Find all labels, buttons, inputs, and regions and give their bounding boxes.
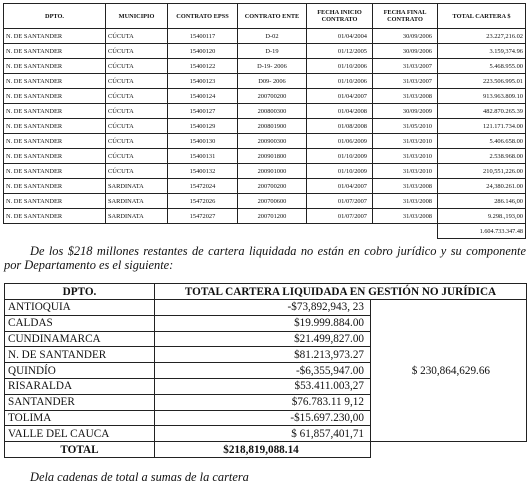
total-cartera-cell: 286.146,00	[438, 194, 526, 209]
fecha-final-cell: 31/03/2010	[373, 164, 438, 179]
dpto-cell: N. DE SANTANDER	[4, 29, 106, 44]
fecha-final-cell: 31/03/2008	[373, 89, 438, 104]
table-row	[4, 209, 526, 224]
department-name: RISARALDA	[5, 378, 155, 394]
fecha-final-cell: 30/09/2006	[373, 29, 438, 44]
merged-total-value: $ 230,864,629.66	[371, 300, 527, 442]
fecha-final-cell: 31/05/2010	[373, 119, 438, 134]
contrato-epss-cell: 15472024	[168, 179, 238, 194]
footer-cut-text: Dela cadenas de total a sumas de la cartera	[30, 470, 249, 484]
contrato-ente-cell: 200901000	[238, 164, 307, 179]
blank-cell	[238, 224, 307, 239]
header-fecha-inicio: FECHA INICIO CONTRATO	[307, 4, 373, 29]
dpto-cell: N. DE SANTANDER	[4, 179, 106, 194]
fecha-final-cell: 30/09/2006	[373, 44, 438, 59]
fecha-inicio-cell: 01/04/2008	[307, 104, 373, 119]
fecha-inicio-cell: 01/10/2006	[307, 74, 373, 89]
fecha-inicio-cell: 01/10/2009	[307, 149, 373, 164]
total-cartera-cell: 3.159,374.96	[438, 44, 526, 59]
department-name: TOLIMA	[5, 410, 155, 426]
department-name: QUINDÍO	[5, 363, 155, 379]
fecha-final-cell: 31/03/2007	[373, 74, 438, 89]
blank-cell	[168, 224, 238, 239]
department-value: -$6,355,947.00	[155, 363, 371, 379]
total-cartera-cell: 210,551,226.00	[438, 164, 526, 179]
municipio-cell: CÚCUTA	[106, 104, 168, 119]
fecha-inicio-cell: 01/04/2007	[307, 179, 373, 194]
municipio-cell: CÚCUTA	[106, 29, 168, 44]
contrato-ente-cell: 200701200	[238, 209, 307, 224]
table-row	[4, 134, 526, 149]
header-fecha-final: FECHA FINAL CONTRATO	[373, 4, 438, 29]
fecha-inicio-cell: 01/08/2008	[307, 119, 373, 134]
dpto-cell: N. DE SANTANDER	[4, 134, 106, 149]
header-municipio: MUNICIPIO	[106, 4, 168, 29]
municipio-cell: SARDINATA	[106, 209, 168, 224]
municipio-cell: CÚCUTA	[106, 164, 168, 179]
contrato-ente-cell: 200801900	[238, 119, 307, 134]
contrato-epss-cell: 15400132	[168, 164, 238, 179]
municipio-cell: CÚCUTA	[106, 89, 168, 104]
department-value: $ 61,857,401,71	[155, 426, 371, 442]
total-cartera-cell: 24,380.261.00	[438, 179, 526, 194]
table-row	[4, 164, 526, 179]
blank-cell	[371, 442, 527, 458]
contrato-ente-cell: 200700200	[238, 89, 307, 104]
department-value: -$73,892,943, 23	[155, 300, 371, 316]
department-name: VALLE DEL CAUCA	[5, 426, 155, 442]
table-row	[4, 44, 526, 59]
department-value: $81.213,973.27	[155, 347, 371, 363]
total-cartera-cell: 23.227,216.02	[438, 29, 526, 44]
fecha-final-cell: 31/03/2007	[373, 59, 438, 74]
fecha-final-cell: 31/03/2008	[373, 179, 438, 194]
fecha-final-cell: 30/09/2009	[373, 104, 438, 119]
department-name: ANTIOQUIA	[5, 300, 155, 316]
municipio-cell: CÚCUTA	[106, 119, 168, 134]
department-value: $76.783.11 9,12	[155, 394, 371, 410]
municipio-cell: CÚCUTA	[106, 134, 168, 149]
department-summary-table	[4, 283, 527, 458]
fecha-final-cell: 31/03/2010	[373, 134, 438, 149]
contrato-ente-cell: D-19	[238, 44, 307, 59]
fecha-final-cell: 31/03/2010	[373, 149, 438, 164]
municipio-cell: SARDINATA	[106, 194, 168, 209]
fecha-inicio-cell: 01/06/2009	[307, 134, 373, 149]
department-name: N. DE SANTANDER	[5, 347, 155, 363]
blank-cell	[373, 224, 438, 239]
contrato-epss-cell: 15400127	[168, 104, 238, 119]
total-cartera-cell: 9.298.,193,00	[438, 209, 526, 224]
contrato-epss-cell: 15400123	[168, 74, 238, 89]
header-dpto: DPTO.	[4, 4, 106, 29]
department-value: $19.999.884.00	[155, 315, 371, 331]
dpto-cell: N. DE SANTANDER	[4, 89, 106, 104]
contrato-ente-cell: 200900300	[238, 134, 307, 149]
total-cartera-cell: 482.870.265.39	[438, 104, 526, 119]
department-value: -$15.697.230,00	[155, 410, 371, 426]
municipio-cell: CÚCUTA	[106, 44, 168, 59]
table-row	[4, 104, 526, 119]
contrato-ente-cell: 200700600	[238, 194, 307, 209]
department-value: $21.499,827.00	[155, 331, 371, 347]
contrato-epss-cell: 15400130	[168, 134, 238, 149]
dpto-cell: N. DE SANTANDER	[4, 164, 106, 179]
dpto-cell: N. DE SANTANDER	[4, 74, 106, 89]
total-cartera-cell: 121.171.734.00	[438, 119, 526, 134]
contracts-header-row	[4, 4, 526, 29]
contrato-epss-cell: 15400117	[168, 29, 238, 44]
table-row	[4, 74, 526, 89]
summary-row	[5, 300, 527, 316]
blank-cell	[106, 224, 168, 239]
fecha-inicio-cell: 01/10/2009	[307, 164, 373, 179]
department-name: CALDAS	[5, 315, 155, 331]
dpto-cell: N. DE SANTANDER	[4, 44, 106, 59]
table-row	[4, 89, 526, 104]
contrato-ente-cell: D09- 2006	[238, 74, 307, 89]
grand-total-row	[4, 224, 526, 239]
total-cartera-cell: 5.468.955.00	[438, 59, 526, 74]
fecha-inicio-cell: 01/12/2005	[307, 44, 373, 59]
explanatory-paragraph: De los $218 millones restantes de cartera liquidada no están en cobro jurídico y su componente por Departamento es el siguiente:	[4, 244, 526, 272]
department-name: SANTANDER	[5, 394, 155, 410]
contrato-epss-cell: 15400122	[168, 59, 238, 74]
summary-total-row	[5, 442, 527, 458]
header-contrato-epss: CONTRATO EPSS	[168, 4, 238, 29]
department-value: $53.411.003,27	[155, 378, 371, 394]
fecha-final-cell: 31/03/2008	[373, 194, 438, 209]
contrato-ente-cell: 200700200	[238, 179, 307, 194]
municipio-cell: CÚCUTA	[106, 149, 168, 164]
dpto-cell: N. DE SANTANDER	[4, 104, 106, 119]
summary-total-label: TOTAL	[5, 442, 155, 458]
contrato-epss-cell: 15400131	[168, 149, 238, 164]
table-row	[4, 59, 526, 74]
total-cartera-cell: 223.506.995.01	[438, 74, 526, 89]
fecha-inicio-cell: 01/04/2007	[307, 89, 373, 104]
total-cartera-cell: 913.963.809.10	[438, 89, 526, 104]
dpto-cell: N. DE SANTANDER	[4, 149, 106, 164]
contrato-ente-cell: 200901800	[238, 149, 307, 164]
dpto-cell: N. DE SANTANDER	[4, 194, 106, 209]
fecha-inicio-cell: 01/10/2006	[307, 59, 373, 74]
contrato-ente-cell: D-02	[238, 29, 307, 44]
header-total-cartera: TOTAL CARTERA $	[438, 4, 526, 29]
table-row	[4, 149, 526, 164]
dpto-cell: N. DE SANTANDER	[4, 119, 106, 134]
contrato-epss-cell: 15400124	[168, 89, 238, 104]
grand-total-value: 1.604.733.347.48	[438, 224, 526, 239]
blank-cell	[307, 224, 373, 239]
blank-cell	[4, 224, 106, 239]
summary-header-total: TOTAL CARTERA LIQUIDADA EN GESTIÓN NO JURÍDICA	[155, 284, 527, 300]
summary-header-row	[5, 284, 527, 300]
header-contrato-ente: CONTRATO ENTE	[238, 4, 307, 29]
municipio-cell: SARDINATA	[106, 179, 168, 194]
summary-total-value: $218,819,088.14	[155, 442, 371, 458]
fecha-inicio-cell: 01/04/2004	[307, 29, 373, 44]
table-row	[4, 29, 526, 44]
summary-header-dpto: DPTO.	[5, 284, 155, 300]
contrato-epss-cell: 15472026	[168, 194, 238, 209]
total-cartera-cell: 5.406.658.00	[438, 134, 526, 149]
total-cartera-cell: 2.538.968.00	[438, 149, 526, 164]
contracts-table	[3, 3, 526, 239]
fecha-inicio-cell: 01/07/2007	[307, 209, 373, 224]
contrato-epss-cell: 15400120	[168, 44, 238, 59]
municipio-cell: CÚCUTA	[106, 74, 168, 89]
contrato-epss-cell: 15472027	[168, 209, 238, 224]
contrato-ente-cell: D-19- 2006	[238, 59, 307, 74]
table-row	[4, 119, 526, 134]
dpto-cell: N. DE SANTANDER	[4, 59, 106, 74]
dpto-cell: N. DE SANTANDER	[4, 209, 106, 224]
fecha-inicio-cell: 01/07/2007	[307, 194, 373, 209]
contrato-ente-cell: 200800300	[238, 104, 307, 119]
table-row	[4, 194, 526, 209]
contrato-epss-cell: 15400129	[168, 119, 238, 134]
department-name: CUNDINAMARCA	[5, 331, 155, 347]
table-row	[4, 179, 526, 194]
municipio-cell: CÚCUTA	[106, 59, 168, 74]
fecha-final-cell: 31/03/2008	[373, 209, 438, 224]
